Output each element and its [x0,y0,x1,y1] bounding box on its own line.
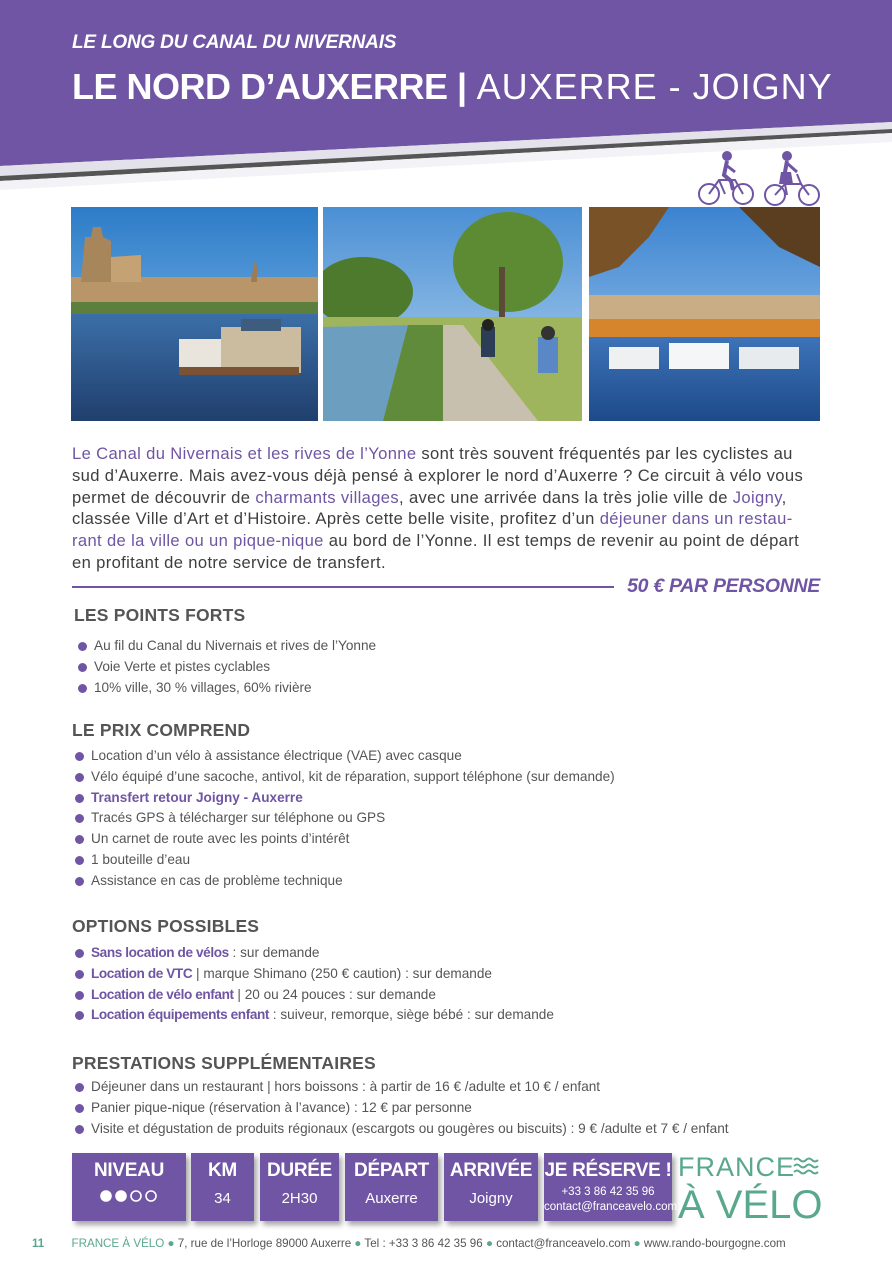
photo-cyclists-towpath [323,207,582,421]
waves-icon [794,1159,818,1174]
section-title-points-forts: LES POINTS FORTS [74,605,246,625]
badge-km [191,1153,254,1221]
footer-tel: Tel : +33 3 86 42 35 96 [364,1237,483,1250]
list-item: Panier pique-nique (réservation à l’avance) : 12 € par personne [73,1098,729,1119]
reserve-phone[interactable]: +33 3 86 42 35 96 [561,1186,655,1198]
badge-label: NIVEAU [94,1160,164,1181]
section-title-options: OPTIONS POSSIBLES [72,916,260,936]
badge-duree [260,1153,339,1221]
badge-depart [345,1153,438,1221]
footer-email[interactable]: contact@franceavelo.com [496,1237,631,1250]
list-item: Location d’un vélo à assistance électrique (VAE) avec casque [73,746,615,767]
bike-icons [697,150,821,210]
photo-joigny-harbour [589,207,820,421]
list-item: Un carnet de route avec les points d’intérêt [73,829,615,850]
price-label: 50 € PAR PERSONNE [627,575,820,597]
list-item: Au fil du Canal du Nivernais et rives de l’Yonne [76,636,376,657]
list-options [73,943,554,1026]
page-number: 11 [32,1237,45,1250]
list-item: Assistance en cas de problème technique [73,871,615,892]
list-item [73,943,554,964]
reserve-email[interactable]: contact@franceavelo.com [544,1201,678,1213]
price-divider [72,586,614,588]
badge-value: Joigny [469,1190,513,1207]
option-detail: | 20 ou 24 pouces : sur demande [233,986,436,1002]
page-title [72,66,833,108]
difficulty-dot-filled [101,1191,111,1201]
footer-address: 7, rue de l’Horloge 89000 Auxerre [177,1237,352,1250]
title-light: AUXERRE - JOIGNY [476,66,833,107]
badge-arrivee [444,1153,538,1221]
page-subtitle: LE LONG DU CANAL DU NIVERNAIS [72,32,397,53]
list-prix-comprend [73,746,615,892]
badge-label: DÉPART [354,1160,429,1181]
photo-auxerre-boats [71,207,318,421]
separator-dot-icon: ● [167,1237,175,1250]
title-bold: LE NORD D’AUXERRE | [72,66,467,107]
section-title-prix-comprend: LE PRIX COMPREND [72,720,251,740]
option-name: Location de VTC [91,965,193,981]
section-title-prestations: PRESTATIONS SUPPLÉMENTAIRES [72,1053,376,1073]
badge-niveau [72,1153,186,1221]
intro-text: , classée Ville d’Art et d’Histoire. Après cette belle visite, profitez d’un [72,487,787,529]
badge-label: KM [208,1160,237,1181]
badge-value: 2H30 [281,1190,318,1207]
list-item [73,964,554,985]
france-a-velo-logo [676,1150,826,1222]
separator-dot-icon: ● [633,1237,641,1250]
list-item [73,985,554,1006]
difficulty-dot-empty [146,1191,156,1201]
option-name: Location équipements enfant [91,1007,270,1023]
difficulty-dot-empty [131,1191,141,1201]
cyclist-man-icon [699,152,753,204]
badge-value: Auxerre [365,1190,418,1207]
list-item [73,1005,554,1026]
list-prestations [73,1077,729,1139]
separator-dot-icon: ● [485,1237,493,1250]
option-detail: : sur demande [228,945,320,960]
badge-reserve[interactable] [544,1153,678,1221]
footer-website[interactable]: www.rando-bourgogne.com [643,1237,786,1250]
logo-line2: À VÉLO [678,1183,823,1222]
list-item: Tracés GPS à télécharger sur téléphone ou GPS [73,808,615,829]
intro-highlight: Le Canal du Nivernais et les rives de l’Yonne [72,444,417,463]
list-item: 1 bouteille d’eau [73,850,615,871]
badge-label: ARRIVÉE [449,1160,533,1181]
list-points-forts [76,636,376,698]
list-item: Visite et dégustation de produits régionaux (escargots ou gougères ou biscuits) : 9 € /adulte et 7 € / enfant [73,1119,729,1140]
badge-value: 34 [214,1190,231,1207]
list-item: Transfert retour Joigny - Auxerre [73,788,615,809]
list-item: Voie Verte et pistes cyclables [76,657,376,678]
option-name: Location de vélo enfant [91,986,234,1002]
page-footer [32,1237,832,1250]
badge-label: JE RÉSERVE ! [544,1160,672,1181]
intro-text: , avec une arrivée dans la très jolie ville de [399,487,733,507]
intro-text: sont très souvent fréquentés par les cyclistes au sud d’Auxerre. Mais avez-vous déjà pensé à explorer le nord d’Auxerre ? Ce circuit à vélo vous permet de découvrir de [72,444,804,507]
intro-highlight: Joigny [732,487,782,507]
option-detail: : suiveur, remorque, siège bébé : sur demande [269,1007,554,1023]
separator-dot-icon: ● [354,1237,362,1250]
intro-paragraph [72,443,822,574]
list-item: 10% ville, 30 % villages, 60% rivière [76,678,376,699]
badge-label: DURÉE [266,1160,332,1181]
intro-text: au bord de l’Yonne. Il est temps de revenir au point de départ en profitant de notre service de transfert. [72,531,800,572]
list-item: Déjeuner dans un restaurant | hors boissons : à partir de 16 € /adulte et 10 € / enfant [73,1077,729,1098]
intro-highlight: déjeuner dans un restau-rant de la ville ou un pique-nique [72,509,793,551]
cyclist-woman-icon [765,152,819,205]
difficulty-dot-filled [116,1191,126,1201]
list-item: Vélo équipé d’une sacoche, antivol, kit de réparation, support téléphone (sur demande) [73,767,615,788]
logo-line1: FRANCE [678,1152,796,1182]
option-name: Sans location de vélos [91,945,229,960]
footer-brand: FRANCE À VÉLO [71,1237,165,1250]
difficulty-dots [72,1189,186,1203]
option-detail: | marque Shimano (250 € caution) : sur demande [192,965,492,981]
intro-highlight: charmants villages [255,487,400,507]
